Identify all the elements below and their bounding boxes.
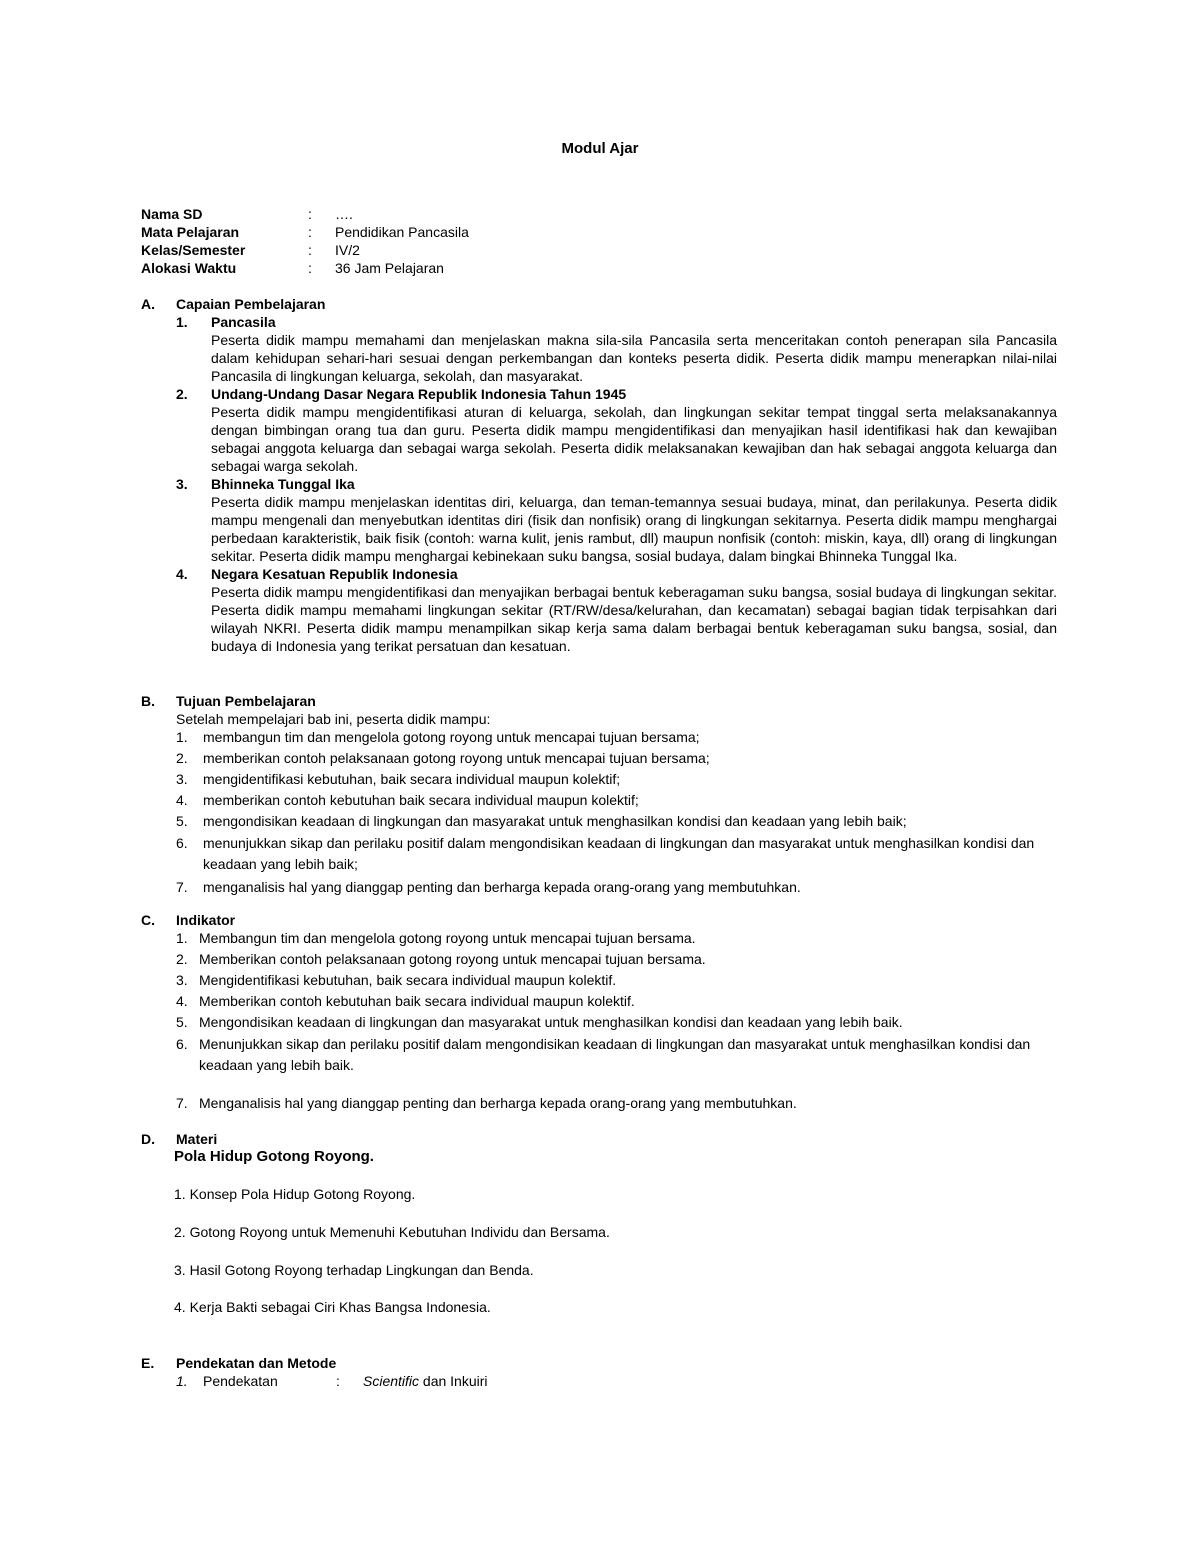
- capaian-item-paragraph: Peserta didik mampu memahami dan menjelaskan makna sila-sila Pancasila serta menceritakan contoh penerapan sila Pancasila dalam kehidupan sehari-hari sesuai dengan perkembangan dan konteks peserta didik. Peserta didik mampu menerapkan nilai-nilai Pancasila di lingkungan keluarga, sekolah, dan masyarakat.: [211, 332, 1057, 384]
- identity-label: Kelas/Semester: [141, 242, 246, 258]
- list-number: 2.: [176, 951, 188, 967]
- list-text: menganalisis hal yang dianggap penting dan berharga kepada orang-orang yang membutuhkan.: [203, 879, 801, 895]
- capaian-item-paragraph: Peserta didik mampu mengidentifikasi aturan di keluarga, sekolah, dan lingkungan sekitar tempat tinggal serta melaksanakannya dengan bimbingan orang tua dan guru. Peserta didik mampu mengidentifikasi dan menyajikan hasil identifikasi hak dan kewajiban sebagai anggota keluarga dan sebagai warga sekolah. Peserta didik melaksanakan kewajiban dan hak sebagai anggota keluarga dan sebagai warga sekolah.: [211, 404, 1057, 474]
- list-number: 7.: [176, 879, 188, 895]
- list-number: 4.: [176, 792, 188, 808]
- section-heading: [141, 295, 1061, 313]
- materi-item: 4. Kerja Bakti sebagai Ciri Khas Bangsa Indonesia.: [174, 1299, 491, 1315]
- identity-colon: :: [308, 224, 312, 240]
- approach-number: 1.: [176, 1373, 188, 1389]
- materi-subtitle: Pola Hidup Gotong Royong.: [174, 1148, 374, 1165]
- section-title: Materi: [176, 1131, 218, 1147]
- list-item: [176, 1034, 1052, 1076]
- section-letter: B.: [141, 693, 155, 709]
- capaian-item-bhinneka-tunggal-ika: [176, 475, 1061, 565]
- capaian-item-number: 1.: [176, 314, 188, 330]
- list-number: 1.: [176, 930, 188, 946]
- capaian-item-number: 2.: [176, 386, 188, 402]
- section-heading: [141, 911, 1061, 929]
- materi-item: 1. Konsep Pola Hidup Gotong Royong.: [174, 1186, 416, 1202]
- list-item: [176, 929, 1052, 947]
- capaian-item-title: Undang-Undang Dasar Negara Republik Indonesia Tahun 1945: [211, 386, 627, 402]
- approach-value-rest: dan Inkuiri: [419, 1373, 488, 1389]
- capaian-item-title: Pancasila: [211, 314, 276, 330]
- capaian-item-number: 4.: [176, 566, 188, 582]
- list-text: memberikan contoh pelaksanaan gotong royong untuk mencapai tujuan bersama;: [203, 750, 710, 766]
- list-number: 7.: [176, 1095, 188, 1111]
- materi-item: 2. Gotong Royong untuk Memenuhi Kebutuhan Individu dan Bersama.: [174, 1224, 610, 1240]
- list-number: 2.: [176, 750, 188, 766]
- capaian-item-pancasila: [176, 313, 1061, 385]
- approach-value-italic: Scientific: [363, 1373, 420, 1389]
- list-text: Menunjukkan sikap dan perilaku positif dalam mengondisikan keadaan di lingkungan dan masyarakat untuk menghasilkan kondisi dan keadaan yang lebih baik.: [199, 1036, 1031, 1073]
- document-title: Modul Ajar: [561, 140, 639, 157]
- section-letter: E.: [141, 1355, 155, 1371]
- capaian-item-heading: [176, 385, 1061, 403]
- list-number: 3.: [176, 972, 188, 988]
- identity-colon: :: [308, 260, 312, 276]
- list-item: [176, 812, 1056, 830]
- capaian-item-title: Bhinneka Tunggal Ika: [211, 476, 355, 492]
- capaian-item-paragraph: Peserta didik mampu mengidentifikasi dan menyajikan berbagai bentuk keberagaman suku bangsa, sosial budaya di lingkungan sekitar. Peserta didik mampu memahami lingkungan sekitar (RT/RW/desa/kelurahan, dan kecamatan) sebagai bagian tidak terpisahkan dari wilayah NKRI. Peserta didik mampu menampilkan sikap kerja sama dalam berbagai bentuk keberagaman suku bangsa, sosial, dan budaya di Indonesia yang terikat persatuan dan kesatuan.: [211, 584, 1057, 654]
- list-text: mengondisikan keadaan di lingkungan dan masyarakat untuk menghasilkan kondisi dan keadaan yang lebih baik;: [203, 813, 907, 829]
- list-text: membangun tim dan mengelola gotong royong untuk mencapai tujuan bersama;: [203, 729, 700, 745]
- list-text: memberikan contoh kebutuhan baik secara individual maupun kolektif;: [203, 792, 639, 808]
- list-item: [176, 791, 1056, 809]
- section-intro: Setelah mempelajari bab ini, peserta didik mampu:: [176, 711, 491, 727]
- materi-item: 3. Hasil Gotong Royong terhadap Lingkungan dan Benda.: [174, 1262, 534, 1278]
- list-item: [176, 770, 1056, 788]
- section-title: Tujuan Pembelajaran: [176, 693, 316, 709]
- section-materi: [141, 1130, 1061, 1316]
- approach-label: Pendekatan: [203, 1373, 278, 1389]
- section-title: Indikator: [176, 912, 236, 928]
- section-indikator: [141, 911, 1061, 1112]
- identity-value: IV/2: [335, 242, 360, 258]
- identity-label: Mata Pelajaran: [141, 224, 240, 240]
- section-letter: C.: [141, 912, 155, 928]
- identity-colon: :: [308, 206, 312, 222]
- section-heading: [141, 1130, 1061, 1148]
- capaian-item-heading: [176, 565, 1061, 583]
- section-letter: D.: [141, 1131, 155, 1147]
- identity-value: Pendidikan Pancasila: [335, 224, 469, 240]
- capaian-item-heading: [176, 475, 1061, 493]
- section-heading: [141, 692, 1061, 710]
- approach-row: [176, 1372, 1061, 1390]
- capaian-item-number: 3.: [176, 476, 188, 492]
- list-number: 1.: [176, 729, 188, 745]
- section-tujuan-pembelajaran: [141, 692, 1061, 899]
- approach-colon: :: [336, 1373, 340, 1389]
- indikator-list: [176, 929, 1061, 1112]
- list-number: 5.: [176, 1014, 188, 1030]
- list-item: [176, 728, 1056, 746]
- list-item: [176, 749, 1056, 767]
- identity-label: Alokasi Waktu: [141, 260, 237, 276]
- list-text: Memberikan contoh pelaksanaan gotong royong untuk mencapai tujuan bersama.: [199, 951, 706, 967]
- list-number: 3.: [176, 771, 188, 787]
- list-number: 5.: [176, 813, 188, 829]
- capaian-item-heading: [176, 313, 1061, 331]
- section-title: Pendekatan dan Metode: [176, 1355, 337, 1371]
- capaian-item-paragraph: Peserta didik mampu menjelaskan identitas diri, keluarga, dan teman-temannya sesuai budaya, minat, dan perilakunya. Peserta didik mampu mengenali dan menyebutkan identitas diri (fisik dan nonfisik) orang di lingkungan sekitarnya. Peserta didik mampu menghargai perbedaan karakteristik, baik fisik (contoh: warna kulit, jenis rambut, dll) maupun nonfisik (contoh: miskin, kaya, dll) orang di lingkungan sekitar. Peserta didik mampu menghargai kebinekaan suku bangsa, sosial budaya, dalam bingkai Bhinneka Tunggal Ika.: [211, 494, 1057, 564]
- approach-value: [363, 1372, 488, 1390]
- section-letter: A.: [141, 296, 155, 312]
- section-pendekatan-metode: [141, 1354, 1061, 1390]
- list-item: [176, 1013, 1052, 1031]
- list-text: mengidentifikasi kebutuhan, baik secara individual maupun kolektif;: [203, 771, 621, 787]
- section-title: Capaian Pembelajaran: [176, 296, 326, 312]
- list-number: 6.: [176, 835, 188, 851]
- list-text: menunjukkan sikap dan perilaku positif dalam mengondisikan keadaan di lingkungan dan masyarakat untuk menghasilkan kondisi dan keadaan yang lebih baik;: [203, 835, 1035, 872]
- list-item: [176, 992, 1052, 1010]
- identity-colon: :: [308, 242, 312, 258]
- list-text: Mengondisikan keadaan di lingkungan dan masyarakat untuk menghasilkan kondisi dan keadaan yang lebih baik.: [199, 1014, 903, 1030]
- list-item: [176, 1094, 1052, 1112]
- capaian-item-nkri: [176, 565, 1061, 655]
- tujuan-list: [176, 728, 1061, 896]
- identity-value: ….: [335, 206, 353, 222]
- list-text: Mengidentifikasi kebutuhan, baik secara individual maupun kolektif.: [199, 972, 617, 988]
- capaian-item-title: Negara Kesatuan Republik Indonesia: [211, 566, 458, 582]
- identity-label: Nama SD: [141, 206, 203, 222]
- list-text: Membangun tim dan mengelola gotong royong untuk mencapai tujuan bersama.: [199, 930, 696, 946]
- section-heading: [141, 1354, 1061, 1372]
- section-capaian-pembelajaran: [141, 295, 1061, 655]
- list-item: [176, 833, 1056, 875]
- list-item: [176, 878, 1056, 896]
- list-text: Menganalisis hal yang dianggap penting dan berharga kepada orang-orang yang membutuhkan.: [199, 1095, 797, 1111]
- list-text: Memberikan contoh kebutuhan baik secara individual maupun kolektif.: [199, 993, 635, 1009]
- list-item: [176, 971, 1052, 989]
- list-item: [176, 950, 1052, 968]
- list-number: 4.: [176, 993, 188, 1009]
- capaian-item-uud-1945: [176, 385, 1061, 475]
- list-number: 6.: [176, 1036, 188, 1052]
- identity-value: 36 Jam Pelajaran: [335, 260, 444, 276]
